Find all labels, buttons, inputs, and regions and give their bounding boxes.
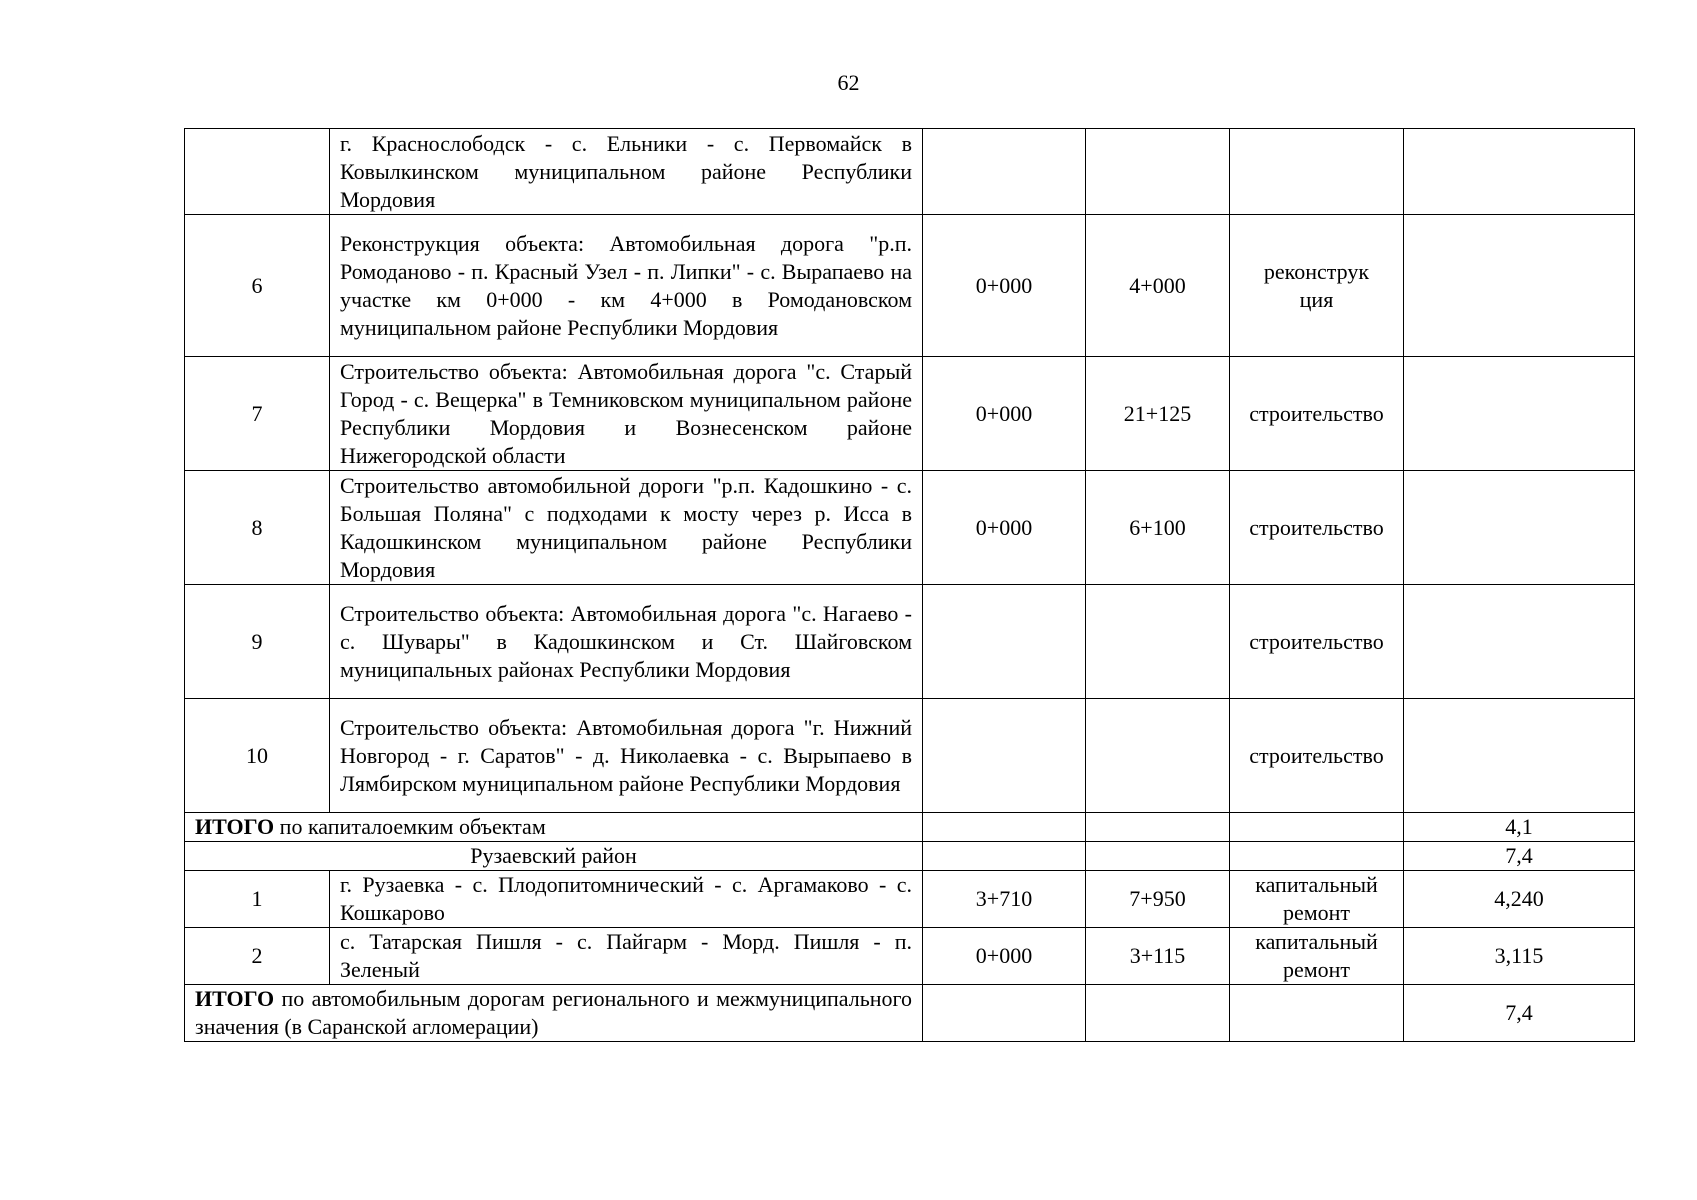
row-number: 7 <box>185 357 330 471</box>
roads-table <box>184 128 1635 1042</box>
table-row <box>185 871 1635 928</box>
empty-cell <box>923 985 1086 1042</box>
work-type: строительство <box>1230 699 1404 813</box>
start-km: 3+710 <box>923 871 1086 928</box>
total-capital-row <box>185 813 1635 842</box>
end-km <box>1086 699 1230 813</box>
row-number: 8 <box>185 471 330 585</box>
work-type: строительство <box>1230 357 1404 471</box>
start-km <box>923 585 1086 699</box>
road-name: с. Татарская Пишля - с. Пайгарм - Морд. Пишля - п. Зеленый <box>330 928 923 985</box>
work-type <box>1230 129 1404 215</box>
length-km <box>1404 471 1635 585</box>
grand-total-text: по автомобильным дорогам регионального и межмуниципального значения (в Саранской агломерации) <box>195 986 912 1039</box>
length-km <box>1404 129 1635 215</box>
row-number: 10 <box>185 699 330 813</box>
total-capital-length: 4,1 <box>1404 813 1635 842</box>
road-name: Строительство объекта: Автомобильная дорога "с. Старый Город - с. Вещерка" в Темниковском муниципальном районе Республики Мордовия и Вознесенском районе Нижегородской области <box>330 357 923 471</box>
grand-total-row <box>185 985 1635 1042</box>
start-km: 0+000 <box>923 471 1086 585</box>
row-number: 6 <box>185 215 330 357</box>
road-name: г. Рузаевка - с. Плодопитомнический - с. Аргамаково - с. Кошкарово <box>330 871 923 928</box>
length-km <box>1404 357 1635 471</box>
length-km <box>1404 699 1635 813</box>
total-bold: ИТОГО <box>195 814 275 839</box>
grand-total-bold: ИТОГО <box>195 986 275 1011</box>
table-row <box>185 585 1635 699</box>
work-type: реконструк ция <box>1230 215 1404 357</box>
end-km: 21+125 <box>1086 357 1230 471</box>
row-number: 2 <box>185 928 330 985</box>
start-km: 0+000 <box>923 928 1086 985</box>
work-type: строительство <box>1230 585 1404 699</box>
road-name: г. Краснослободск - с. Ельники - с. Первомайск в Ковылкинском муниципальном районе Республики Мордовия <box>330 129 923 215</box>
end-km: 7+950 <box>1086 871 1230 928</box>
row-number: 1 <box>185 871 330 928</box>
length-km: 4,240 <box>1404 871 1635 928</box>
road-name: Реконструкция объекта: Автомобильная дорога "р.п. Ромоданово - п. Красный Узел - п. Липки" - с. Вырапаево на участке км 0+000 - км 4+000 в Ромодановском муниципальном районе Республики Мордовия <box>330 215 923 357</box>
empty-cell <box>1086 813 1230 842</box>
page-number: 62 <box>837 70 860 95</box>
table-row <box>185 215 1635 357</box>
empty-cell <box>1230 985 1404 1042</box>
empty-cell <box>1086 985 1230 1042</box>
empty-cell <box>1230 842 1404 871</box>
empty-cell <box>1086 842 1230 871</box>
table-row <box>185 928 1635 985</box>
road-name: Строительство автомобильной дороги "р.п. Кадошкино - с. Большая Поляна" с подходами к мосту через р. Исса в Кадошкинском муниципальном районе Республики Мордовия <box>330 471 923 585</box>
start-km <box>923 129 1086 215</box>
total-text: по капиталоемким объектам <box>274 814 546 839</box>
start-km <box>923 699 1086 813</box>
end-km: 4+000 <box>1086 215 1230 357</box>
empty-cell <box>923 813 1086 842</box>
start-km: 0+000 <box>923 215 1086 357</box>
district-row <box>185 842 1635 871</box>
table-row <box>185 129 1635 215</box>
row-number <box>185 129 330 215</box>
length-km <box>1404 585 1635 699</box>
road-name: Строительство объекта: Автомобильная дорога "с. Нагаево - с. Шувары" в Кадошкинском и Ст. Шайговском муниципальных районах Республики Мордовия <box>330 585 923 699</box>
grand-total-length: 7,4 <box>1404 985 1635 1042</box>
end-km <box>1086 585 1230 699</box>
table-row <box>185 471 1635 585</box>
row-number: 9 <box>185 585 330 699</box>
table-row <box>185 357 1635 471</box>
empty-cell <box>1230 813 1404 842</box>
start-km: 0+000 <box>923 357 1086 471</box>
length-km: 3,115 <box>1404 928 1635 985</box>
empty-cell <box>923 842 1086 871</box>
table-row <box>185 699 1635 813</box>
end-km <box>1086 129 1230 215</box>
end-km: 6+100 <box>1086 471 1230 585</box>
district-name: Рузаевский район <box>185 842 923 871</box>
work-type: капитальный ремонт <box>1230 928 1404 985</box>
district-length: 7,4 <box>1404 842 1635 871</box>
grand-total-label <box>185 985 923 1042</box>
total-capital-label <box>185 813 923 842</box>
end-km: 3+115 <box>1086 928 1230 985</box>
work-type: капитальный ремонт <box>1230 871 1404 928</box>
length-km <box>1404 215 1635 357</box>
work-type: строительство <box>1230 471 1404 585</box>
road-name: Строительство объекта: Автомобильная дорога "г. Нижний Новгород - г. Саратов" - д. Николаевка - с. Вырыпаево в Лямбирском муниципальном районе Республики Мордовия <box>330 699 923 813</box>
